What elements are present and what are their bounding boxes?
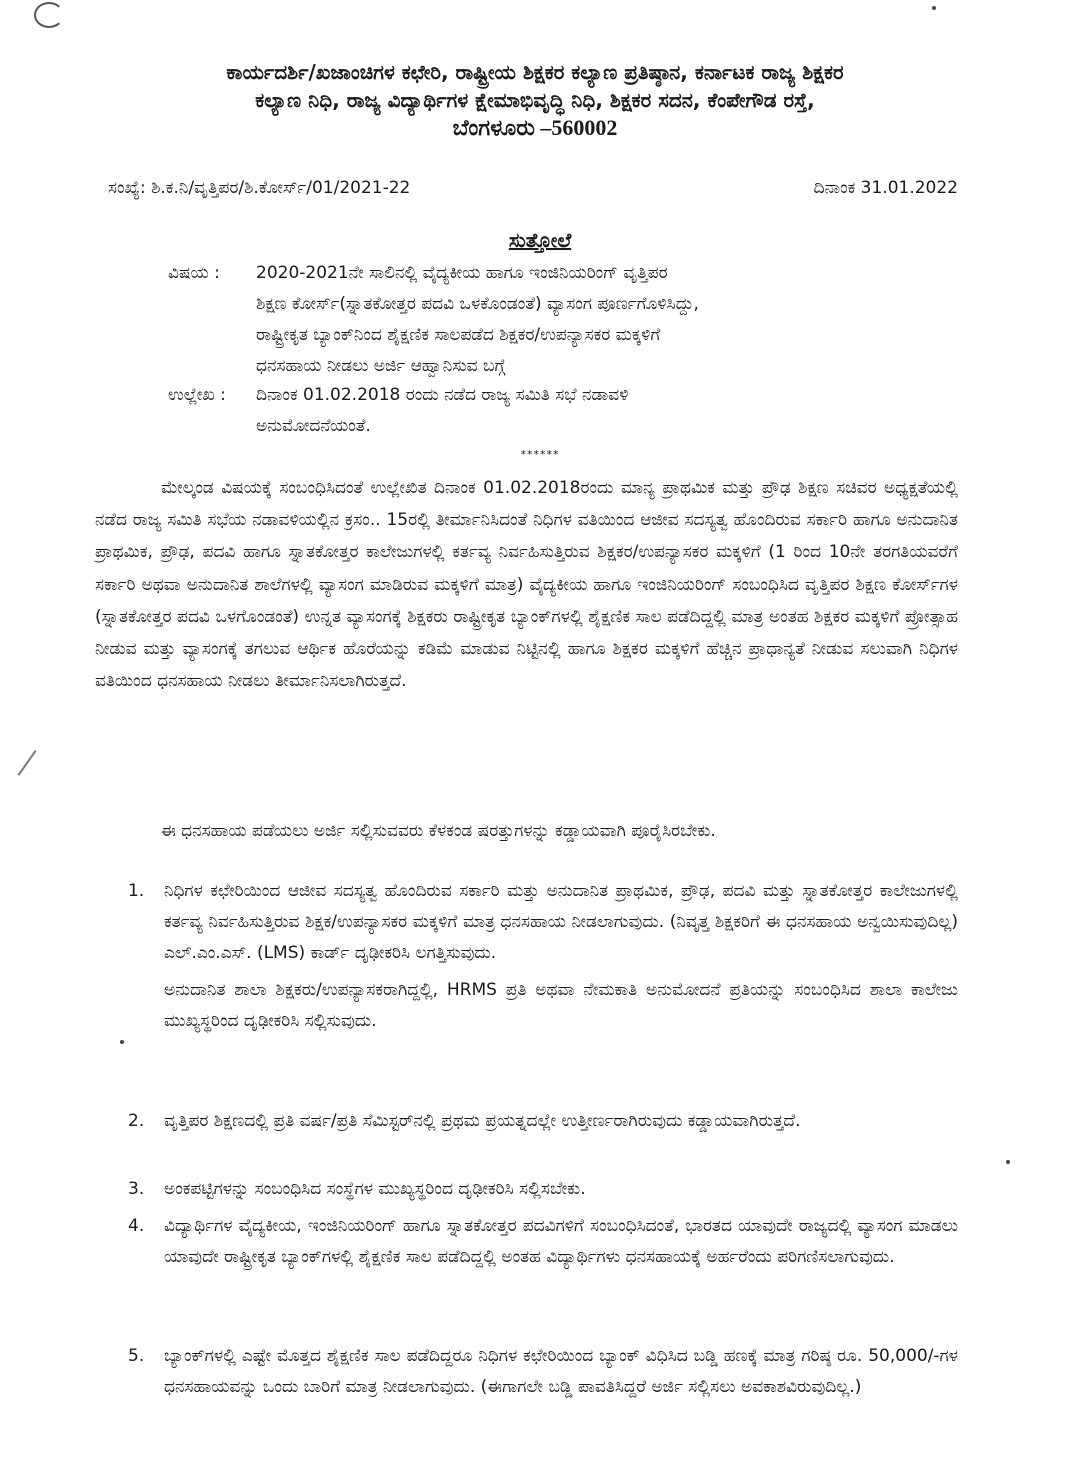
- subject-line: ಶಿಕ್ಷಣ ಕೋರ್ಸ್(ಸ್ನಾತಕೋತ್ತರ ಪದವಿ ಒಳಕೊಂಡಂತೆ) ವ್ಯಾಸಂಗ ಪೂರ್ಣಗೊಳಿಸಿದ್ದು,: [256, 294, 699, 314]
- subject-block: [168, 258, 968, 382]
- subject-text: [256, 258, 946, 382]
- condition-item: [128, 1174, 958, 1205]
- subject-line: 2020-2021ನೇ ಸಾಲಿನಲ್ಲಿ ವೈದ್ಯಕೀಯ ಹಾಗೂ ಇಂಜಿನಿಯರಿಂಗ್ ವೃತ್ತಿಪರ: [256, 263, 668, 283]
- subject-line: ಧನಸಹಾಯ ನೀಡಲು ಅರ್ಜಿ ಆಹ್ವಾನಿಸುವ ಬಗ್ಗೆ: [256, 356, 506, 376]
- reference-label: ಉಲ್ಲೇಖ :: [168, 385, 226, 405]
- condition-item: [128, 876, 958, 1102]
- header-line-2: ಕಲ್ಯಾಣ ನಿಧಿ, ರಾಜ್ಯ ವಿದ್ಯಾರ್ಥಿಗಳ ಕ್ಷೇಮಾಭಿವೃದ್ಧಿ ನಿಧಿ, ಶಿಕ್ಷಕರ ಸದನ, ಕೆಂಪೇಗೌಡ ರಸ್ತೆ,: [255, 88, 815, 112]
- condition-number: 3.: [128, 1179, 145, 1199]
- reference-text: [256, 380, 946, 442]
- condition-number: 5.: [128, 1346, 145, 1366]
- reference-block: [168, 380, 968, 442]
- document-date: ದಿನಾಂಕ 31.01.2022: [813, 178, 958, 198]
- subject-line: ರಾಷ್ಟ್ರೀಕೃತ ಬ್ಯಾಂಕ್‌ನಿಂದ ಶೈಕ್ಷಣಿಕ ಸಾಲಪಡೆದ ಶಿಕ್ಷಕರ/ಉಪನ್ಯಾಸಕರ ಮಕ್ಕಳಿಗೆ: [256, 325, 661, 345]
- scan-speck: [932, 6, 936, 10]
- office-header: [95, 58, 975, 142]
- condition-text: ಅಂಕಪಟ್ಟಿಗಳನ್ನು ಸಂಬಂಧಿಸಿದ ಸಂಸ್ಥೆಗಳ ಮುಖ್ಯಸ್ಥರಿಂದ ದೃಢೀಕರಿಸಿ ಸಲ್ಲಿಸಬೇಕು.: [164, 1179, 586, 1199]
- section-separator: ******: [520, 448, 560, 461]
- condition-text: ಬ್ಯಾಂಕ್‌ಗಳಲ್ಲಿ ಎಷ್ಟೇ ಮೊತ್ತದ ಶೈಕ್ಷಣಿಕ ಸಾಲ ಪಡೆದಿದ್ದರೂ ನಿಧಿಗಳ ಕಛೇರಿಯಿಂದ ಬ್ಯಾಂಕ್ ವಿಧಿಸಿದ ಬಡ್ಡಿ ಹಣಕ್ಕೆ ಮಾತ್ರ ಗರಿಷ್ಠ ರೂ. 50,000/-ಗಳ ಧನಸಹಾಯವನ್ನು ಒಂದು ಬಾರಿಗೆ ಮಾತ್ರ ನೀಡಲಾಗುವುದು. (ಈಗಾಗಲೇ ಬಡ್ಡಿ ಪಾವತಿಸಿದ್ದರೆ ಅರ್ಜಿ ಸಲ್ಲಿಸಲು ಅವಕಾಶವಿರುವುದಿಲ್ಲ.): [164, 1346, 958, 1397]
- circular-title-text: ಸುತ್ತೋಲೆ: [508, 228, 572, 252]
- condition-item: [128, 1211, 958, 1335]
- condition-text: ವಿದ್ಯಾರ್ಥಿಗಳ ವೈದ್ಯಕೀಯ, ಇಂಜಿನಿಯರಿಂಗ್ ಹಾಗೂ ಸ್ನಾತಕೋತ್ತರ ಪದವಿಗಳಿಗೆ ಸಂಬಂಧಿಸಿದಂತೆ, ಭಾರತದ ಯಾವುದೇ ರಾಜ್ಯದಲ್ಲಿ ವ್ಯಾಸಂಗ ಮಾಡಲು ಯಾವುದೇ ರಾಷ್ಟ್ರೀಕೃತ ಬ್ಯಾಂಕ್‌ಗಳಲ್ಲಿ ಶೈಕ್ಷಣಿಕ ಸಾಲ ಪಡೆದಿದ್ದಲ್ಲಿ ಅಂತಹ ವಿದ್ಯಾರ್ಥಿಗಳು ಧನಸಹಾಯಕ್ಕೆ ಅರ್ಹರೆಂದು ಪರಿಗಣಿಸಲಾಗುವುದು.: [164, 1216, 958, 1267]
- body-paragraph-1: ಮೇಲ್ಕಂಡ ವಿಷಯಕ್ಕೆ ಸಂಬಂಧಿಸಿದಂತೆ ಉಲ್ಲೇಖಿತ ದಿನಾಂಕ 01.02.2018ರಂದು ಮಾನ್ಯ ಪ್ರಾಥಮಿಕ ಮತ್ತು ಪ್ರೌಢ ಶಿಕ್ಷಣ ಸಚಿವರ ಅಧ್ಯಕ್ಷತೆಯಲ್ಲಿ ನಡೆದ ರಾಜ್ಯ ಸಮಿತಿ ಸಭೆಯ ನಡಾವಳಿಯಲ್ಲಿನ ಕ್ರಸಂ.. 15ರಲ್ಲಿ ತೀರ್ಮಾನಿಸಿದಂತೆ ನಿಧಿಗಳ ವತಿಯಿಂದ ಆಜೀವ ಸದಸ್ಯತ್ವ ಹೊಂದಿರುವ ಸರ್ಕಾರಿ ಹಾಗೂ ಅನುದಾನಿತ ಪ್ರಾಥಮಿಕ, ಪ್ರೌಢ, ಪದವಿ ಹಾಗೂ ಸ್ನಾತಕೋತ್ತರ ಕಾಲೇಜುಗಳಲ್ಲಿ ಕರ್ತವ್ಯ ನಿರ್ವಹಿಸುತ್ತಿರುವ ಶಿಕ್ಷಕರ/ಉಪನ್ಯಾಸಕರ ಮಕ್ಕಳಿಗೆ (1 ರಿಂದ 10ನೇ ತರಗತಿಯವರೆಗೆ ಸರ್ಕಾರಿ ಅಥವಾ ಅನುದಾನಿತ ಶಾಲೆಗಳಲ್ಲಿ ವ್ಯಾಸಂಗ ಮಾಡಿರುವ ಮಕ್ಕಳಿಗೆ ಮಾತ್ರ) ವೈದ್ಯಕೀಯ ಹಾಗೂ ಇಂಜಿನಿಯರಿಂಗ್ ಸಂಬಂಧಿಸಿದ ವೃತ್ತಿಪರ ಶಿಕ್ಷಣ ಕೋರ್ಸ್‌ಗಳ (ಸ್ನಾತಕೋತ್ತರ ಪದವಿ ಒಳಗೊಂಡಂತೆ) ಉನ್ನತ ವ್ಯಾಸಂಗಕ್ಕೆ ಶಿಕ್ಷಕರು ರಾಷ್ಟ್ರೀಕೃತ ಬ್ಯಾಂಕ್‌ಗಳಲ್ಲಿ ಶೈಕ್ಷಣಿಕ ಸಾಲ ಪಡೆದಿದ್ದಲ್ಲಿ ಮಾತ್ರ ಅಂತಹ ಶಿಕ್ಷಕರ ಮಕ್ಕಳಿಗೆ ಪ್ರೋತ್ಸಾಹ ನೀಡುವ ಮತ್ತು ವ್ಯಾಸಂಗಕ್ಕೆ ತಗಲುವ ಆರ್ಥಿಕ ಹೊರೆಯನ್ನು ಕಡಿಮೆ ಮಾಡುವ ನಿಟ್ಟಿನಲ್ಲಿ ಹಾಗೂ ಶಿಕ್ಷಕರ ಮಕ್ಕಳಿಗೆ ಹೆಚ್ಚಿನ ಪ್ರಾಧಾನ್ಯತೆ ನೀಡುವ ಸಲುವಾಗಿ ನಿಧಿಗಳ ವತಿಯಿಂದ ಧನಸಹಾಯ ನೀಡಲು ತೀರ್ಮಾನಿಸಲಾಗಿರುತ್ತದೆ.: [95, 478, 958, 692]
- scan-margin-mark: [18, 750, 37, 776]
- reference-number: ಸಂಖ್ಯೆ: ಶಿ.ಕ.ನಿ/ವೃತ್ತಿಪರ/ಶಿ.ಕೋರ್ಸ್/01/2021-22: [108, 178, 411, 198]
- condition-extra-text: ಅನುದಾನಿತ ಶಾಲಾ ಶಿಕ್ಷಕರು/ಉಪನ್ಯಾಸಕರಾಗಿದ್ದಲ್ಲಿ, HRMS ಪ್ರತಿ ಅಥವಾ ನೇಮಕಾತಿ ಅನುಮೋದನೆ ಪ್ರತಿಯನ್ನು ಸಂಬಂಧಿಸಿದ ಶಾಲಾ ಕಾಲೇಜು ಮುಖ್ಯಸ್ಥರಿಂದ ದೃಢೀಕರಿಸಿ ಸಲ್ಲಿಸುವುದು.: [164, 980, 958, 1031]
- scan-speck: [120, 1040, 124, 1044]
- condition-item: [128, 1341, 958, 1434]
- header-line-3: ಬೆಂಗಳೂರು –560002: [452, 115, 618, 140]
- reference-line: ಅನುಮೋದನೆಯಂತೆ.: [256, 416, 371, 436]
- circular-title: [0, 228, 1080, 252]
- header-line-1: ಕಾರ್ಯದರ್ಶಿ/ಖಜಾಂಚಿಗಳ ಕಛೇರಿ, ರಾಷ್ಟ್ರೀಯ ಶಿಕ್ಷಕರ ಕಲ್ಯಾಣ ಪ್ರತಿಷ್ಠಾನ, ಕರ್ನಾಟಕ ರಾಜ್ಯ ಶಿಕ್ಷಕರ: [226, 60, 844, 84]
- condition-number: 1.: [128, 881, 145, 901]
- subject-label: ವಿಷಯ :: [168, 263, 220, 283]
- conditions-list: [128, 876, 958, 1434]
- condition-text: ವೃತ್ತಿಪರ ಶಿಕ್ಷಣದಲ್ಲಿ ಪ್ರತಿ ವರ್ಷ/ಪ್ರತಿ ಸೆಮಿಸ್ಟರ್‌ನಲ್ಲಿ ಪ್ರಥಮ ಪ್ರಯತ್ನದಲ್ಲೇ ಉತ್ತೀರ್ಣರಾಗಿರುವುದು ಕಡ್ಡಾಯವಾಗಿರುತ್ತದೆ.: [164, 1111, 801, 1131]
- scan-speck: [1006, 1160, 1010, 1164]
- condition-item: [128, 1106, 958, 1168]
- condition-number: 2.: [128, 1111, 145, 1131]
- condition-text: ನಿಧಿಗಳ ಕಛೇರಿಯಿಂದ ಆಜೀವ ಸದಸ್ಯತ್ವ ಹೊಂದಿರುವ ಸರ್ಕಾರಿ ಮತ್ತು ಅನುದಾನಿತ ಪ್ರಾಥಮಿಕ, ಪ್ರೌಢ, ಪದವಿ ಮತ್ತು ಸ್ನಾತಕೋತ್ತರ ಕಾಲೇಜುಗಳಲ್ಲಿ ಕರ್ತವ್ಯ ನಿರ್ವಹಿಸುತ್ತಿರುವ ಶಿಕ್ಷಕ/ಉಪನ್ಯಾಸಕರ ಮಕ್ಕಳಿಗೆ ಮಾತ್ರ ಧನಸಹಾಯ ನೀಡಲಾಗುವುದು. (ನಿವೃತ್ತ ಶಿಕ್ಷಕರಿಗೆ ಈ ಧನಸಹಾಯ ಅನ್ವಯಿಸುವುದಿಲ್ಲ) ಎಲ್.ಎಂ.ಎಸ್. (LMS) ಕಾರ್ಡ್ ದೃಢೀಕರಿಸಿ ಲಗತ್ತಿಸುವುದು.: [164, 881, 958, 963]
- scan-corner-mark: [34, 2, 64, 28]
- reference-line: ದಿನಾಂಕ 01.02.2018 ರಂದು ನಡೆದ ರಾಜ್ಯ ಸಮಿತಿ ಸಭೆ ನಡಾವಳಿ: [256, 385, 629, 405]
- body-paragraph-2: ಈ ಧನಸಹಾಯ ಪಡೆಯಲು ಅರ್ಜಿ ಸಲ್ಲಿಸುವವರು ಕೆಳಕಂಡ ಷರತ್ತುಗಳನ್ನು ಕಡ್ಡಾಯವಾಗಿ ಪೂರೈಸಿರಬೇಕು.: [161, 821, 716, 841]
- condition-number: 4.: [128, 1216, 145, 1236]
